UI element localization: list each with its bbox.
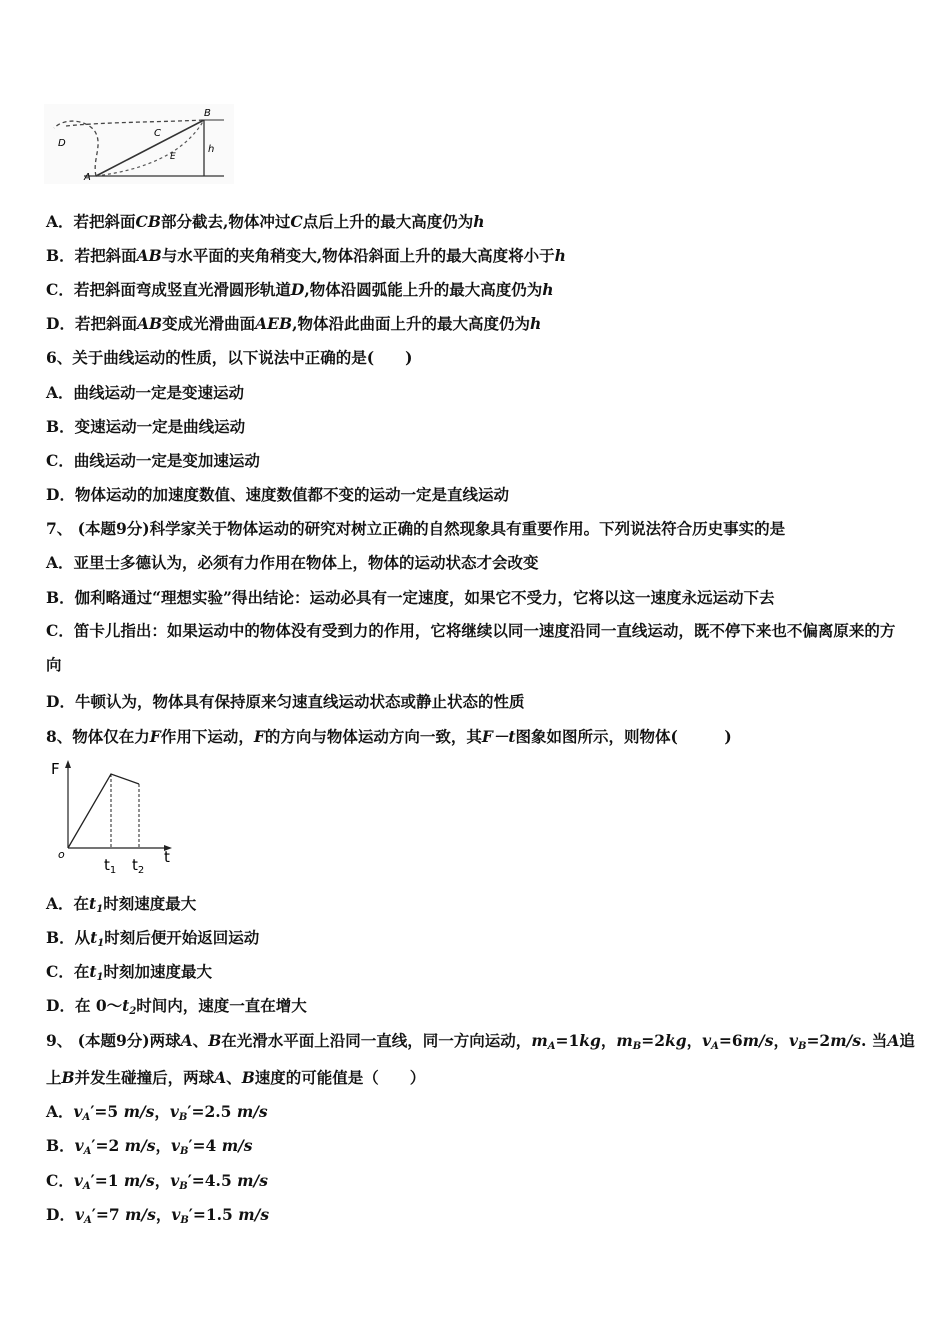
label-d: D xyxy=(58,138,66,149)
q7-option-a: A．亚里士多德认为，必须有力作用在物体上，物体的运动状态才会改变 xyxy=(46,553,539,572)
q9-stem-line1: 9、 (本题9分)两球A、B在光滑水平面上沿同一直线，同一方向运动，$m_A=1kg$，$m_B=2kg$，$v_A=6m/s$，$v_B=2m/s$. 当A追 xyxy=(46,1031,915,1052)
q9-stem-line2: 上B并发生碰撞后，两球A、B速度的可能值是（ ） xyxy=(46,1068,426,1087)
label-h: h xyxy=(208,144,215,155)
q7-stem: 7、 (本题9分)科学家关于物体运动的研究对树立正确的自然现象具有重要作用。下列说法符合历史事实的是 xyxy=(46,519,786,538)
t1-label: $t_1$ xyxy=(104,856,117,876)
label-b: B xyxy=(204,108,211,119)
q5-option-c: C．若把斜面弯成竖直光滑圆形轨道D,物体沿圆弧能上升的最大高度仍为h xyxy=(46,280,554,299)
label-a: A xyxy=(84,172,91,183)
t2-label: $t_2$ xyxy=(132,856,145,876)
q8-option-a: A．在$t_1$时刻速度最大 xyxy=(46,894,197,915)
y-label: F xyxy=(51,760,60,778)
q8-stem: 8、物体仅在力F作用下运动，F的方向与物体运动方向一致，其F－t图象如图所示，则物体( ) xyxy=(46,727,732,746)
q9-option-b: B．$v_A'=2$ m/s，$v_B'=4$ m/s xyxy=(46,1136,253,1157)
q6-option-b: B．变速运动一定是曲线运动 xyxy=(46,417,246,436)
q9-option-d: D．$v_A'=7$ m/s，$v_B'=1.5$ m/s xyxy=(46,1205,270,1226)
q6-option-c: C．曲线运动一定是变加速运动 xyxy=(46,451,260,470)
q9-option-a: A．$v_A'=5$ m/s，$v_B'=2.5$ m/s xyxy=(46,1102,268,1123)
q7-option-c: C．笛卡儿指出：如果运动中的物体没有受到力的作用，它将继续以同一速度沿同一直线运动，既不停下来也不偏离原来的方向 xyxy=(46,621,896,674)
q8-option-c: C．在$t_1$时刻加速度最大 xyxy=(46,962,213,983)
incline-figure xyxy=(44,104,234,184)
q5-option-a: A．若把斜面CB部分截去,物体冲过C点后上升的最大高度仍为h xyxy=(46,212,485,231)
q9-option-c: C．$v_A'=1$ m/s，$v_B'=4.5$ m/s xyxy=(46,1171,268,1192)
x-label: t xyxy=(164,848,170,866)
q5-option-b: B．若把斜面AB与水平面的夹角稍变大,物体沿斜面上升的最大高度将小于h xyxy=(46,246,566,265)
q8-option-d: D．在 $0\sim t_2$时间内，速度一直在增大 xyxy=(46,996,307,1017)
q6-option-a: A．曲线运动一定是变速运动 xyxy=(46,383,245,402)
origin-label: o xyxy=(58,848,65,861)
q7-option-d: D．牛顿认为，物体具有保持原来匀速直线运动状态或静止状态的性质 xyxy=(46,692,525,711)
label-e: E xyxy=(170,152,176,162)
force-curve xyxy=(68,774,139,848)
q6-option-d: D．物体运动的加速度数值、速度数值都不变的运动一定是直线运动 xyxy=(46,485,509,504)
q7-option-b: B．伽利略通过“理想实验”得出结论：运动必具有一定速度，如果它不受力，它将以这一速度永远运动下去 xyxy=(46,588,775,607)
q5-option-d: D．若把斜面AB变成光滑曲面AEB,物体沿此曲面上升的最大高度仍为h xyxy=(46,314,542,333)
q6-stem: 6、关于曲线运动的性质，以下说法中正确的是( ) xyxy=(46,348,413,367)
q8-option-b: B．从$t_1$时刻后便开始返回运动 xyxy=(46,928,260,949)
f-t-graph xyxy=(46,758,176,876)
label-c: C xyxy=(154,128,161,139)
